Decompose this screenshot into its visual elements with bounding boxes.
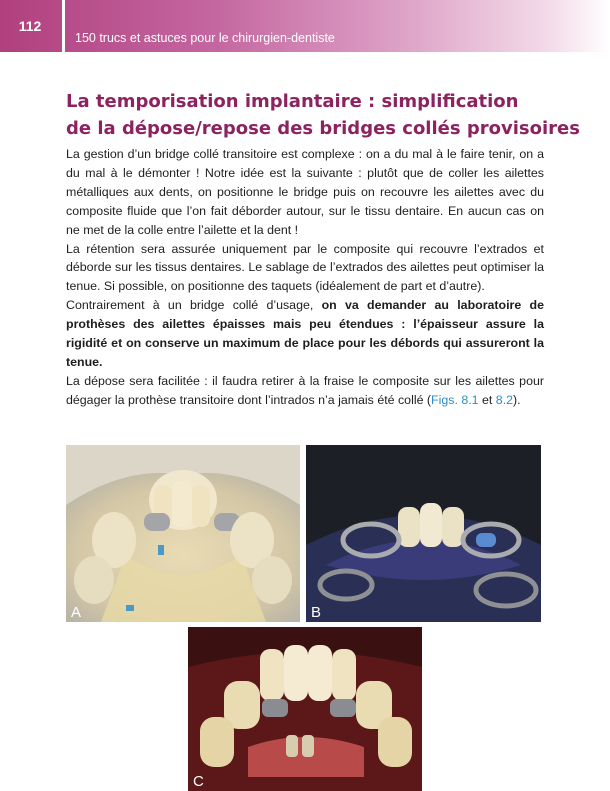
paragraph-text: et xyxy=(478,392,496,407)
paragraph-text: Contrairement à un bridge collé d’usage, xyxy=(66,298,322,313)
body-paragraph-4 xyxy=(66,372,544,410)
figure-reference-link[interactable]: Figs. 8.1 xyxy=(431,392,479,407)
body-paragraph-3 xyxy=(66,296,544,372)
paragraph-text: La gestion d’un bridge collé transitoire est complexe : on a du mal à le faire tenir, on a du mal à le démonter ! Notre idée est la suivante : plutôt que de coller les ailettes métalliques aux dents, on positionne le bridge puis on recouvre les ailettes avec du composite fluide que l’on fait déborder autour, sur le tissu dentaire. En aucun cas on ne met de la colle entre l’ailette et la dent ! xyxy=(66,147,544,237)
figure-a-photo xyxy=(66,445,300,622)
figure-b-photo xyxy=(306,445,541,622)
page-number: 112 xyxy=(18,18,42,34)
header-divider xyxy=(62,0,65,52)
figure-8-1-b xyxy=(306,445,541,622)
figure-b-label: B xyxy=(311,604,322,621)
body-text xyxy=(66,145,544,410)
body-paragraph-1 xyxy=(66,145,544,240)
figure-8-2-c xyxy=(188,627,422,791)
paragraph-text: ). xyxy=(513,392,521,407)
figure-c-photo xyxy=(188,627,422,791)
page-header xyxy=(0,0,610,52)
figure-a-label: A xyxy=(71,604,82,621)
figure-reference-link[interactable]: 8.2 xyxy=(495,392,514,407)
section-title-line-2: de la dépose/repose des bridges collés provisoires xyxy=(66,118,580,139)
section-title xyxy=(66,88,580,142)
figure-c-label: C xyxy=(193,773,204,790)
running-title: 150 trucs et astuces pour le chirurgien-dentiste xyxy=(75,31,335,45)
paragraph-text: La rétention sera assurée uniquement par le composite qui recouvre l’extrados et déborde sur les tissus dentaires. Le sablage de l’extrados des ailettes peut optimiser la tenue. Si possible, on positionne des taquets (idéalement de part et d’autre). xyxy=(66,241,544,294)
emphasis-text: on va demander au laboratoire de prothèses des ailettes épaisses mais peu étendues : l’épaisseur assure la rigidité et on conserve un maximum de place pour les débords qui assureront la tenue. xyxy=(66,298,544,369)
section-title-line-1: La temporisation implantaire : simplification xyxy=(66,91,519,112)
paragraph-text: La dépose sera facilitée : il faudra retirer à la fraise le composite sur les ailettes pour dégager la prothèse transitoire dont l’intrados n’a jamais été collé ( xyxy=(66,373,544,407)
body-paragraph-2 xyxy=(66,240,544,297)
figure-8-1-a xyxy=(66,445,300,622)
